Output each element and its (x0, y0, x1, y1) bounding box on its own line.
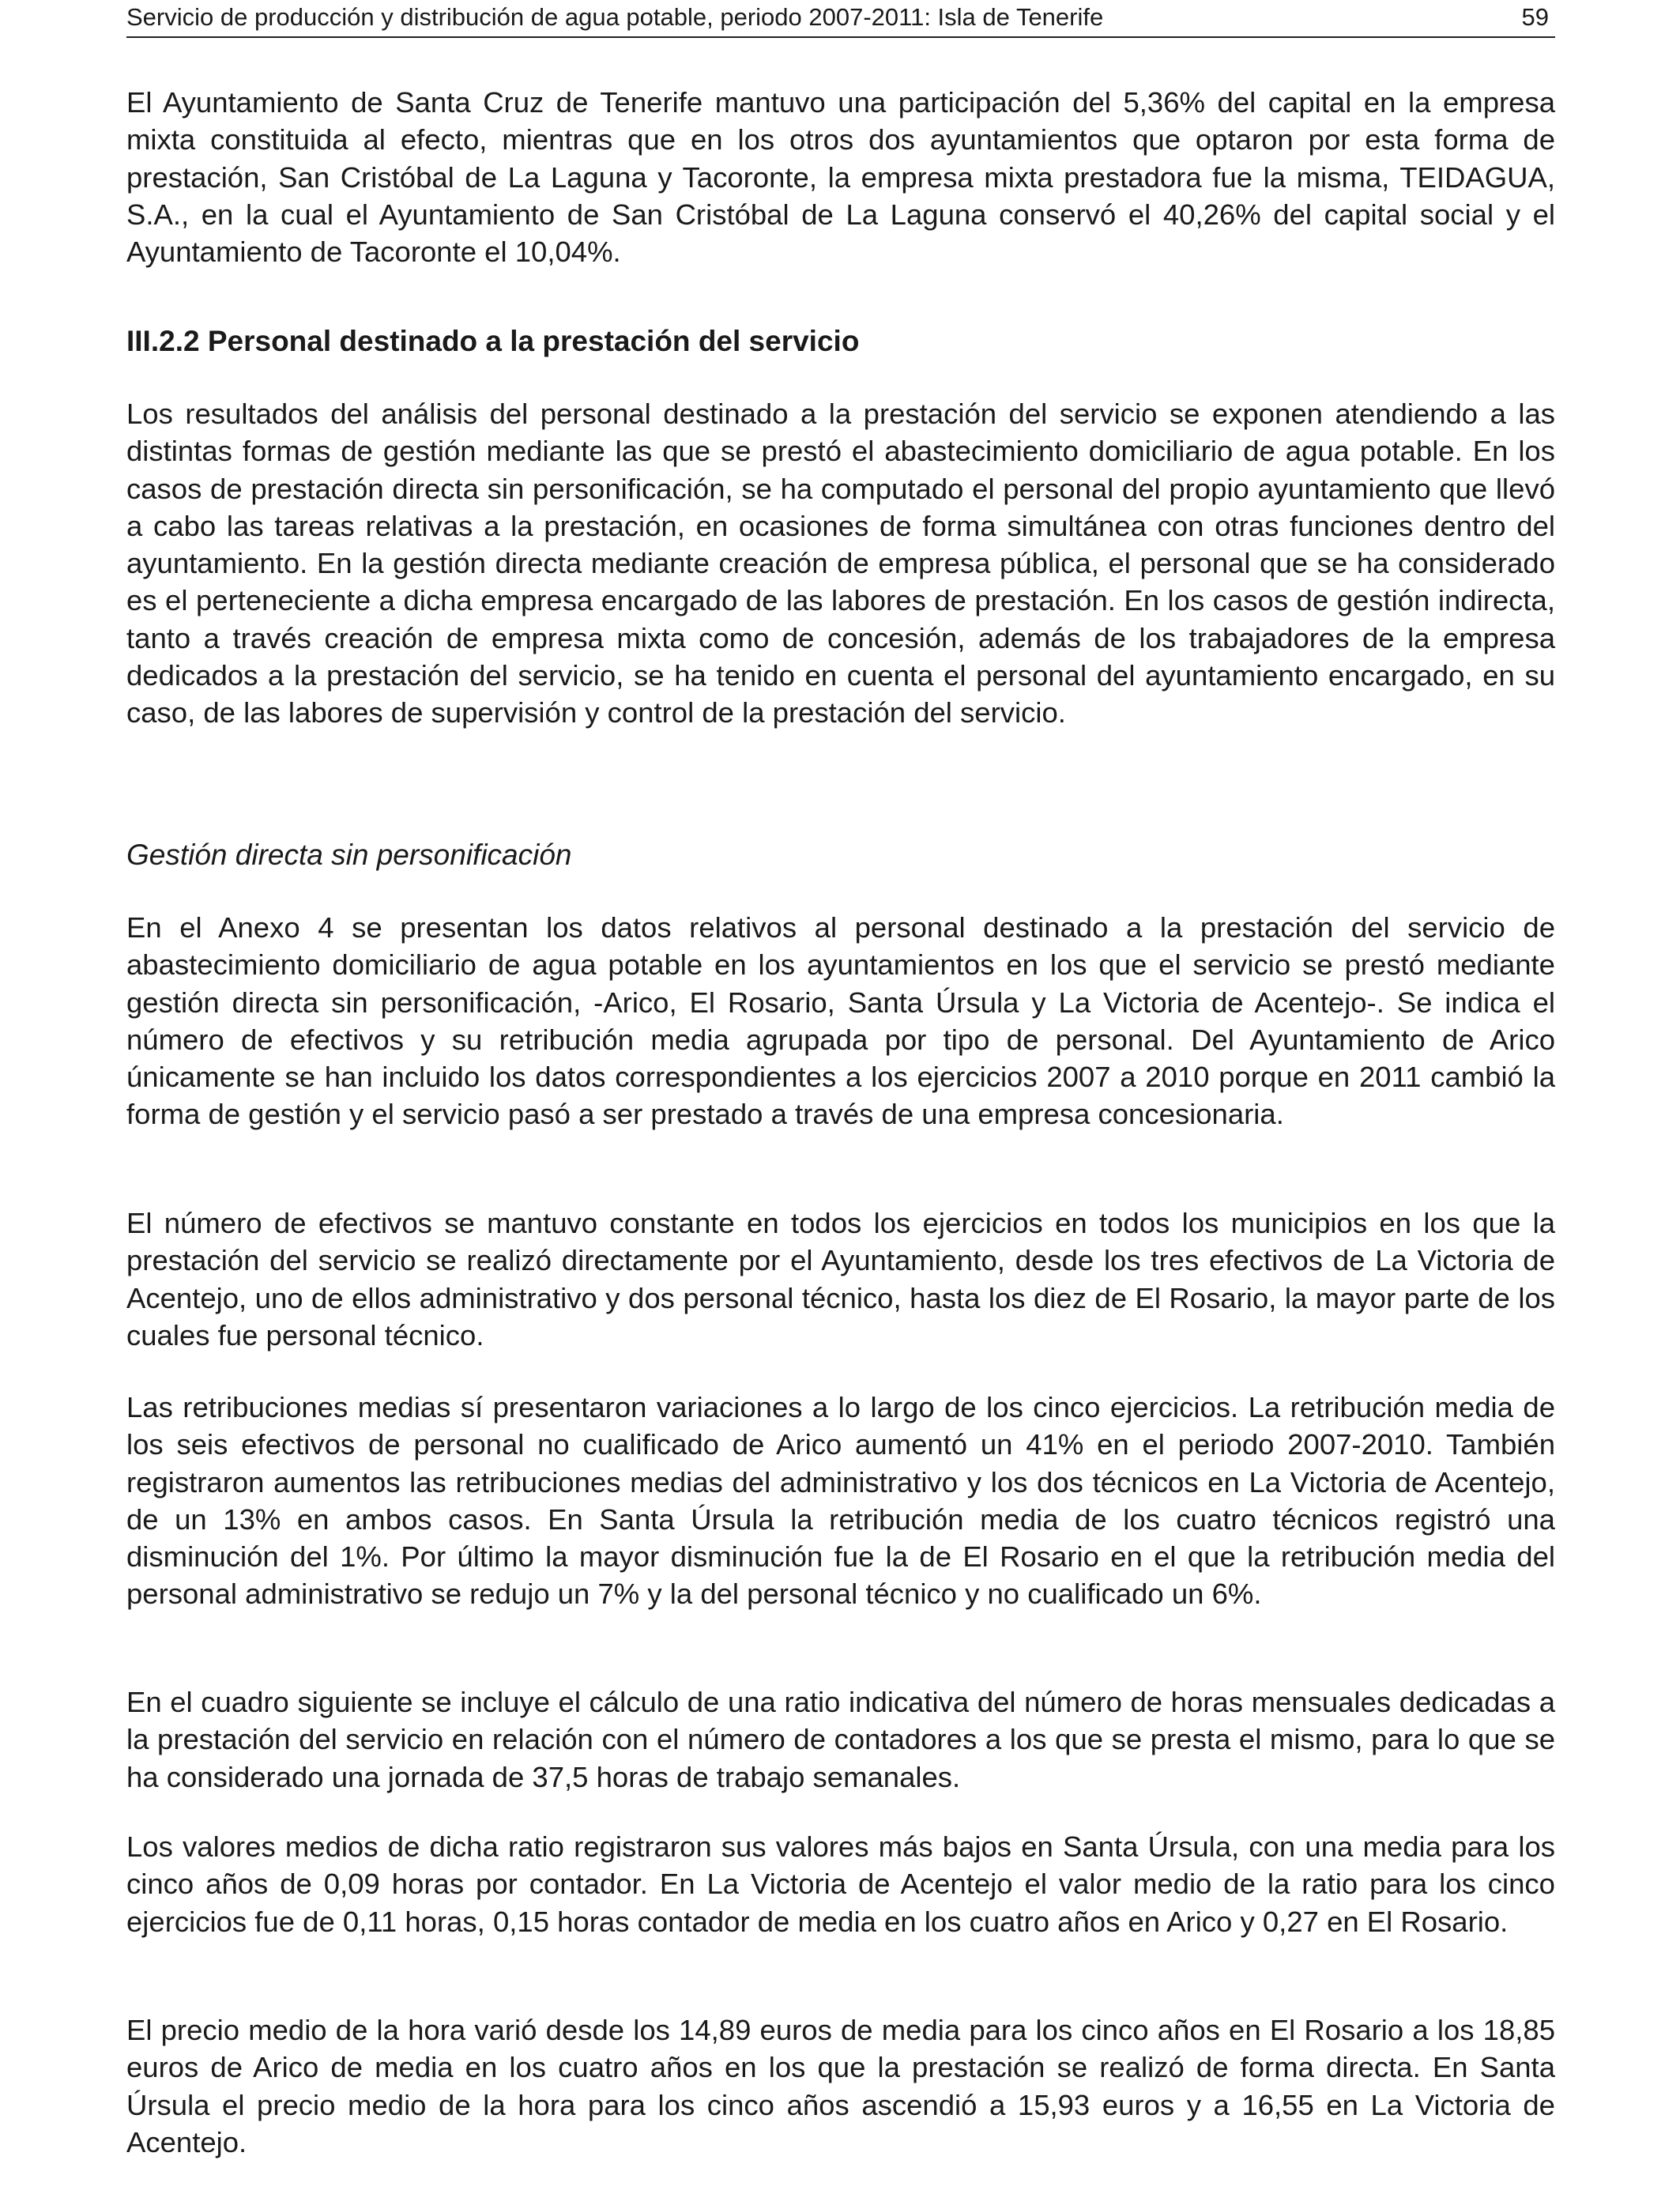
section-heading: III.2.2 Personal destinado a la prestación del servicio (126, 325, 860, 357)
running-header (126, 0, 1555, 38)
paragraph-anexo: En el Anexo 4 se presentan los datos relativos al personal destinado a la prestación del servicio de abastecimiento domiciliario de agua potable en los ayuntamientos en los que el servicio se prestó mediante gestión directa sin personificación, -Arico, El Rosario, Santa Úrsula y La Victoria de Acentejo-. Se indica el número de efectivos y su retribución media agrupada por tipo de personal. Del Ayuntamiento de Arico únicamente se han incluido los datos correspondientes a los ejercicios 2007 a 2010 porque en 2011 cambió la forma de gestión y el servicio pasó a ser prestado a través de una empresa concesionaria. (126, 911, 1555, 1131)
paragraph-efectivos: El número de efectivos se mantuvo constante en todos los ejercicios en todos los municipios en los que la prestación del servicio se realizó directamente por el Ayuntamiento, desde los tres efectivos de La Victoria de Acentejo, uno de ellos administrativo y dos personal técnico, hasta los diez de El Rosario, la mayor parte de los cuales fue personal técnico. (126, 1207, 1555, 1351)
header-title: Servicio de producción y distribución de agua potable, periodo 2007-2011: Isla de Tenerife (126, 3, 1104, 31)
paragraph-precio: El precio medio de la hora varió desde los 14,89 euros de media para los cinco años en El Rosario a los 18,85 euros de Arico de media en los cuatro años en los que la prestación se realizó de forma directa. En Santa Úrsula el precio medio de la hora para los cinco años ascendió a 15,93 euros y a 16,55 en La Victoria de Acentejo. (126, 2014, 1555, 2158)
subsection-heading: Gestión directa sin personificación (126, 839, 572, 871)
paragraph-intro: El Ayuntamiento de Santa Cruz de Tenerife mantuvo una participación del 5,36% del capital en la empresa mixta constituida al efecto, mientras que en los otros dos ayuntamientos que optaron por esta forma de prestación, San Cristóbal de La Laguna y Tacoronte, la empresa mixta prestadora fue la misma, TEIDAGUA, S.A., en la cual el Ayuntamiento de San Cristóbal de La Laguna conservó el 40,26% del capital social y el Ayuntamiento de Tacoronte el 10,04%. (126, 86, 1555, 269)
paragraph-cuadro: En el cuadro siguiente se incluye el cálculo de una ratio indicativa del número de horas mensuales dedicadas a la prestación del servicio en relación con el número de contadores a los que se presta el mismo, para lo que se ha considerado una jornada de 37,5 horas de trabajo semanales. (126, 1686, 1555, 1793)
page-number: 59 (1521, 3, 1549, 31)
paragraph-personal: Los resultados del análisis del personal destinado a la prestación del servicio se exponen atendiendo a las distintas formas de gestión mediante las que se prestó el abastecimiento domiciliario de agua potable. En los casos de prestación directa sin personificación, se ha computado el personal del propio ayuntamiento que llevó a cabo las tareas relativas a la prestación, en ocasiones de forma simultánea con otras funciones dentro del ayuntamiento. En la gestión directa mediante creación de empresa pública, el personal que se ha considerado es el perteneciente a dicha empresa encargado de las labores de prestación. En los casos de gestión indirecta, tanto a través creación de empresa mixta como de concesión, además de los trabajadores de la empresa dedicados a la prestación del servicio, se ha tenido en cuenta el personal del ayuntamiento encargado, en su caso, de las labores de supervisión y control de la prestación del servicio. (126, 398, 1555, 729)
paragraph-ratio: Los valores medios de dicha ratio registraron sus valores más bajos en Santa Úrsula, con una media para los cinco años de 0,09 horas por contador. En La Victoria de Acentejo el valor medio de la ratio para los cinco ejercicios fue de 0,11 horas, 0,15 horas contador de media en los cuatro años en Arico y 0,27 en El Rosario. (126, 1830, 1555, 1938)
paragraph-retribuciones: Las retribuciones medias sí presentaron variaciones a lo largo de los cinco ejercicios. La retribución media de los seis efectivos de personal no cualificado de Arico aumentó un 41% en el periodo 2007-2010. También registraron aumentos las retribuciones medias del administrativo y los dos técnicos en La Victoria de Acentejo, de un 13% en ambos casos. En Santa Úrsula la retribución media de los cuatro técnicos registró una disminución del 1%. Por último la mayor disminución fue la de El Rosario en el que la retribución media del personal administrativo se redujo un 7% y la del personal técnico y no cualificado un 6%. (126, 1391, 1555, 1611)
document-page (126, 0, 1555, 2194)
